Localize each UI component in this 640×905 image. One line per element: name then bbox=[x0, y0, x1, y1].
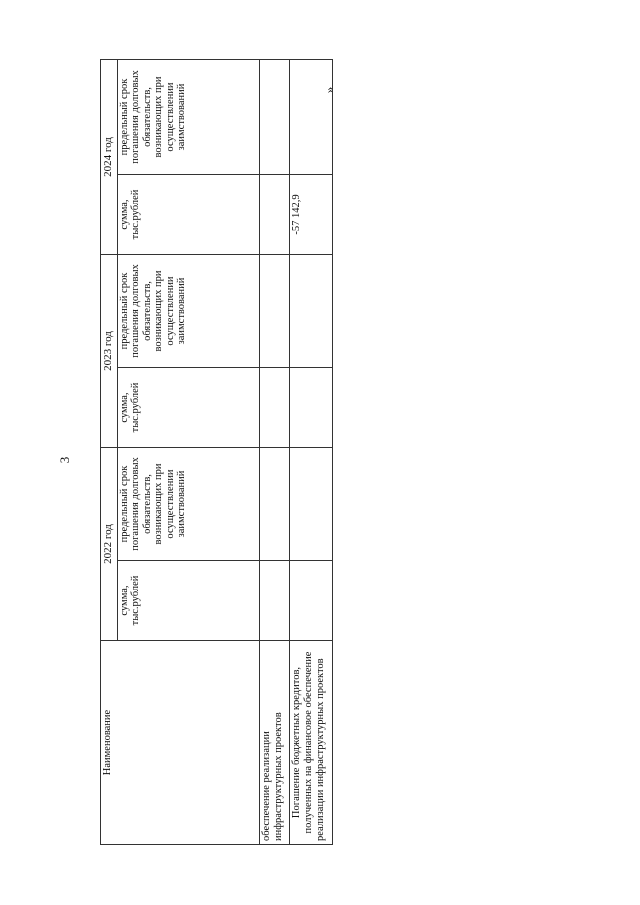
page-number: 3 bbox=[57, 456, 72, 464]
term-2024 bbox=[289, 60, 332, 175]
sum-2023 bbox=[289, 368, 332, 448]
term-header-2024: предельный срок погашения долговых обязательств, возникающих при осуществлении заимствований bbox=[117, 60, 259, 175]
term-2023 bbox=[259, 255, 289, 368]
sum-header-2024: сумма, тыс.рублей bbox=[117, 175, 259, 255]
borrowing-table bbox=[100, 59, 333, 845]
sum-2024: -57 142,9 bbox=[289, 175, 332, 255]
name-header: Наименование bbox=[101, 641, 260, 845]
sum-2022 bbox=[289, 561, 332, 641]
term-2024 bbox=[259, 60, 289, 175]
row-name-line-1: обеспечение реализации bbox=[260, 731, 272, 841]
row-name bbox=[259, 641, 289, 845]
term-2022 bbox=[289, 448, 332, 561]
term-2022 bbox=[259, 448, 289, 561]
table-row bbox=[259, 60, 289, 845]
sum-header-2022: сумма, тыс.рублей bbox=[117, 561, 259, 641]
term-header-2022: предельный срок погашения долговых обязательств, возникающих при осуществлении заимствований bbox=[117, 448, 259, 561]
sum-header-2023: сумма, тыс.рублей bbox=[117, 368, 259, 448]
rotated-table-container bbox=[100, 60, 333, 845]
row-name: Погашение бюджетных кредитов, полученных на финансовое обеспечение реализации инфраструктурных проектов bbox=[289, 641, 332, 845]
row-name-line-2: инфраструктурных проектов bbox=[272, 712, 284, 841]
year-header-2024: 2024 год bbox=[101, 60, 118, 255]
year-header-2022: 2022 год bbox=[101, 448, 118, 641]
header-row-years bbox=[101, 60, 118, 845]
closing-quote: » bbox=[321, 86, 337, 94]
term-header-2023: предельный срок погашения долговых обязательств, возникающих при осуществлении заимствований bbox=[117, 255, 259, 368]
sum-2024 bbox=[259, 175, 289, 255]
year-header-2023: 2023 год bbox=[101, 255, 118, 448]
term-2023 bbox=[289, 255, 332, 368]
sum-2022 bbox=[259, 561, 289, 641]
table-row bbox=[289, 60, 332, 845]
sum-2023 bbox=[259, 368, 289, 448]
